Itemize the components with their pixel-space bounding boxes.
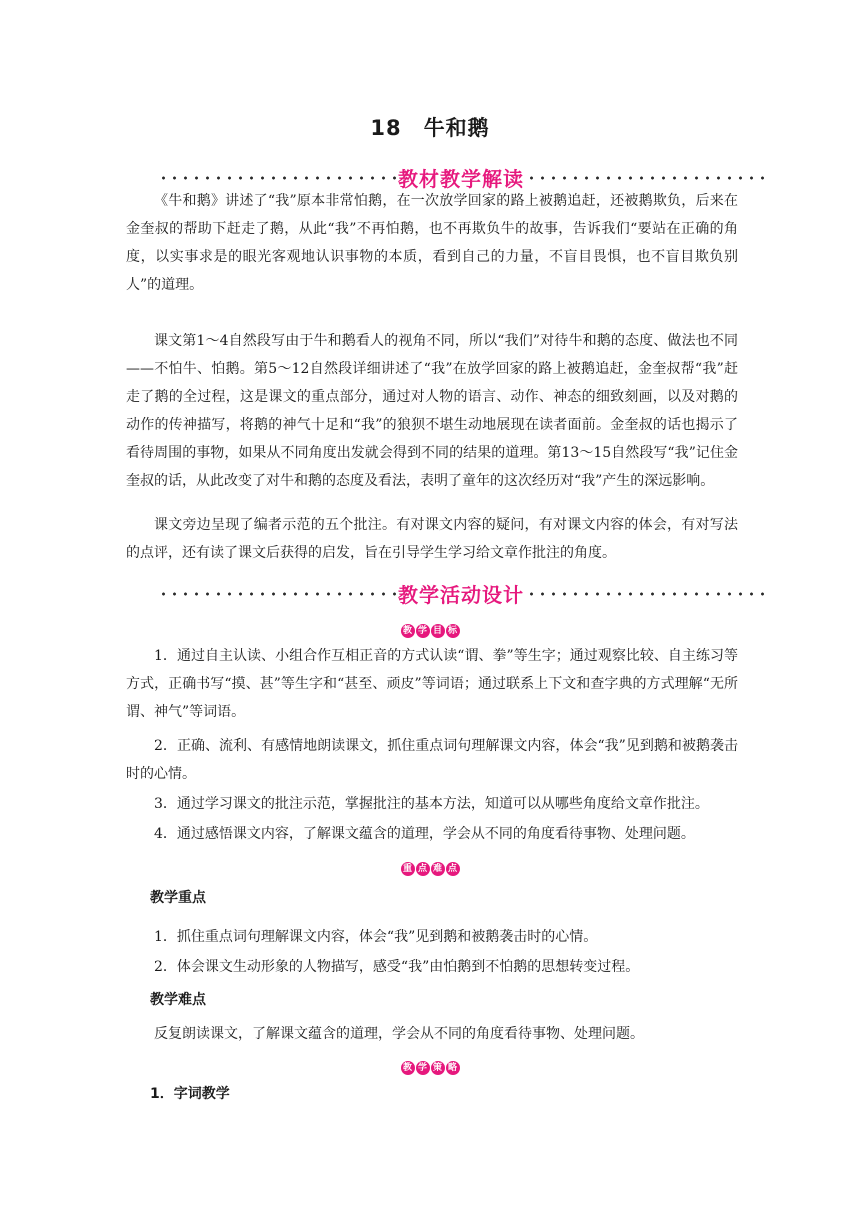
goal-item: 3．通过学习课文的批注示范，掌握批注的基本方法，知道可以从哪些角度给文章作批注。 (154, 796, 709, 812)
dotted-rule-right (526, 176, 764, 180)
goal-item: 1．通过自主认读、小组合作互相正音的方式认读“谓、拳”等生字；通过观察比较、自主练习等方式，正确书写“摸、甚”等生字和“甚至、顽皮”等词语；通过联系上下文和查字典的方式理解“无所谓、神气”等词语。 (126, 648, 738, 720)
difficult-points-heading: 教学难点 (150, 992, 206, 1008)
intro-paragraph: 课文旁边呈现了编者示范的五个批注。有对课文内容的疑问，有对课文内容的体会，有对写法的点评，还有读了课文后获得的启发，旨在引导学生学习给文章作批注的角度。 (126, 517, 738, 561)
badge-char: 策 (431, 1061, 445, 1075)
key-points-heading: 教学重点 (150, 890, 206, 906)
intro-paragraph: 《牛和鹅》讲述了“我”原本非常怕鹅，在一次放学回家的路上被鹅追赶，还被鹅欺负，后来在金奎叔的帮助下赶走了鹅，从此“我”不再怕鹅，也不再欺负牛的故事，告诉我们“要站在正确的角度，以实事求是的眼光客观地认识事物的本质，看到自己的力量，不盲目畏惧，也不盲目欺负别人”的道理。 (126, 193, 738, 293)
badge-char: 目 (431, 624, 445, 638)
badge-char: 略 (446, 1061, 460, 1075)
badge-char: 教 (401, 624, 415, 638)
difficult-point-text: 反复朗读课文，了解课文蕴含的道理，学会从不同的角度看待事物、处理问题。 (154, 1026, 644, 1042)
key-point-item: 2．体会课文生动形象的人物描写，感受“我”由怕鹅到不怕鹅的思想转变过程。 (154, 959, 640, 975)
goal-item: 2．正确、流利、有感情地朗读课文，抓住重点词句理解课文内容，体会“我”见到鹅和被鹅袭击时的心情。 (126, 738, 738, 782)
dotted-rule-right (526, 592, 764, 596)
badge-char: 标 (446, 624, 460, 638)
badge-char: 学 (416, 1061, 430, 1075)
badge-char: 教 (401, 1061, 415, 1075)
dotted-rule-left (158, 592, 396, 596)
strategy-item-heading: 1．字词教学 (150, 1086, 230, 1102)
intro-paragraph: 课文第1～4自然段写由于牛和鹅看人的视角不同，所以“我们”对待牛和鹅的态度、做法也不同——不怕牛、怕鹅。第5～12自然段详细讲述了“我”在放学回家的路上被鹅追赶，金奎叔帮“我”赶走了鹅的全过程，这是课文的重点部分，通过对人物的语言、动作、神态的细致刻画，以及对鹅的动作的传神描写，将鹅的神气十足和“我”的狼狈不堪生动地展现在读者面前。金奎叔的话也揭示了看待周围的事物，如果从不同角度出发就会得到不同的结果的道理。第13～15自然段写“我”记住金奎叔的话，从此改变了对牛和鹅的态度及看法，表明了童年的这次经历对“我”产生的深远影响。 (126, 333, 738, 489)
badge-char: 点 (416, 862, 430, 876)
section-banner-title: 教学活动设计 (398, 582, 524, 607)
badge-char: 重 (401, 862, 415, 876)
section-banner-activities (158, 576, 764, 610)
badge-char: 难 (431, 862, 445, 876)
section-banner-title: 教材教学解读 (398, 166, 524, 191)
key-point-item: 1．抓住重点词句理解课文内容，体会“我”见到鹅和被鹅袭击时的心情。 (154, 929, 598, 945)
badge-teaching-strategy (0, 1055, 860, 1075)
dotted-rule-left (158, 176, 396, 180)
badge-key-difficult (0, 856, 860, 876)
badge-char: 学 (416, 624, 430, 638)
badge-teaching-goals (0, 618, 860, 638)
lesson-title: 18 牛和鹅 (370, 116, 490, 140)
badge-char: 点 (446, 862, 460, 876)
goal-item: 4．通过感悟课文内容，了解课文蕴含的道理，学会从不同的角度看待事物、处理问题。 (154, 826, 695, 842)
